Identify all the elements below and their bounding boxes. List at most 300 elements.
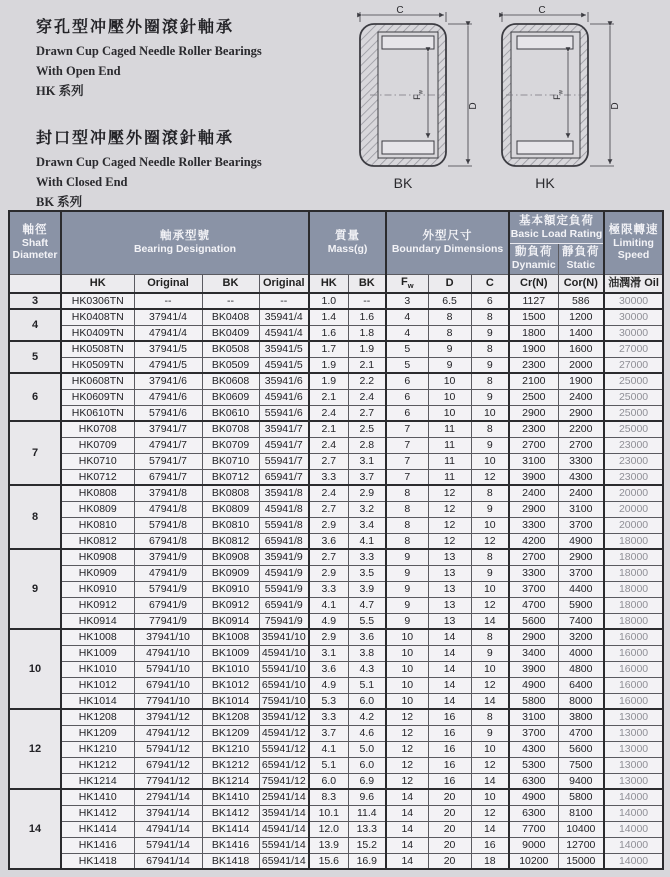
cell-c: 12 (471, 805, 509, 821)
cell-hk-original: 77941/12 (134, 773, 202, 789)
cell-d: 16 (428, 773, 471, 789)
cell-cor: 9400 (558, 773, 604, 789)
cell-cr: 3300 (509, 517, 558, 533)
cell-cr: 5800 (509, 693, 558, 709)
cell-d: 9 (428, 357, 471, 373)
cell-bk-designation: BK1009 (202, 645, 259, 661)
cell-fw: 6 (386, 373, 428, 389)
cell-fw: 8 (386, 517, 428, 533)
cell-c: 9 (471, 437, 509, 453)
cell-bk-original: 35941/14 (259, 805, 309, 821)
closed-end-title-en2: With Closed End (36, 175, 128, 189)
table-row (9, 821, 663, 837)
cell-fw: 6 (386, 405, 428, 421)
table-row (9, 533, 663, 549)
cell-oil-speed: 13000 (604, 741, 663, 757)
cell-d: 8 (428, 309, 471, 325)
cell-fw: 8 (386, 501, 428, 517)
cell-mass-bk: 5.1 (348, 677, 386, 693)
cell-oil-speed: 16000 (604, 661, 663, 677)
cell-cr: 5300 (509, 757, 558, 773)
cell-bk-original: 65941/7 (259, 469, 309, 485)
cell-cr: 4900 (509, 789, 558, 805)
shaft-diameter-cell: 10 (9, 629, 61, 709)
closed-end-series: BK 系列 (36, 195, 83, 209)
cell-c: 6 (471, 293, 509, 309)
cell-cr: 3700 (509, 725, 558, 741)
cell-hk-designation: HK0708 (61, 421, 134, 437)
hk-bearing-diagram (494, 6, 628, 198)
title-section (36, 14, 262, 236)
bearing-spec-table (8, 210, 664, 870)
cell-cor: 3100 (558, 501, 604, 517)
cell-mass-bk: 15.2 (348, 837, 386, 853)
cell-bk-designation: BK0509 (202, 357, 259, 373)
cell-fw: 3 (386, 293, 428, 309)
subheader-c: C (471, 274, 509, 293)
cell-cr: 4700 (509, 597, 558, 613)
cell-mass-hk: 15.6 (309, 853, 348, 869)
bk-roller-bottom (382, 141, 434, 154)
cell-hk-designation: HK0912 (61, 597, 134, 613)
cell-hk-original: 47941/14 (134, 821, 202, 837)
table-row (9, 341, 663, 357)
cell-bk-original: 55941/14 (259, 837, 309, 853)
cell-hk-original: 67941/9 (134, 597, 202, 613)
cell-c: 10 (471, 789, 509, 805)
table-row (9, 709, 663, 725)
cell-cor: 5600 (558, 741, 604, 757)
cell-mass-hk: 1.4 (309, 309, 348, 325)
cell-oil-speed: 16000 (604, 677, 663, 693)
cell-mass-bk: 2.5 (348, 421, 386, 437)
closed-end-title-zh: 封口型冲壓外圈滾針軸承 (36, 130, 235, 147)
cell-bk-original: 45941/14 (259, 821, 309, 837)
cell-oil-speed: 20000 (604, 517, 663, 533)
table-row (9, 597, 663, 613)
cell-mass-hk: 2.7 (309, 453, 348, 469)
cell-mass-hk: 2.4 (309, 405, 348, 421)
cell-fw: 5 (386, 341, 428, 357)
cell-cor: 3700 (558, 517, 604, 533)
cell-hk-designation: HK0608TN (61, 373, 134, 389)
table-row (9, 309, 663, 325)
cell-bk-designation: BK0409 (202, 325, 259, 341)
cell-cr: 3900 (509, 661, 558, 677)
cell-hk-designation: HK0712 (61, 469, 134, 485)
table-row (9, 565, 663, 581)
cell-c: 8 (471, 485, 509, 501)
cell-fw: 12 (386, 757, 428, 773)
open-end-title-zh: 穿孔型冲壓外圈滾針軸承 (36, 19, 235, 36)
cell-fw: 7 (386, 421, 428, 437)
cell-oil-speed: 18000 (604, 613, 663, 629)
cell-cor: 3700 (558, 565, 604, 581)
cell-cor: 3300 (558, 453, 604, 469)
cell-fw: 12 (386, 709, 428, 725)
cell-bk-original: 35941/4 (259, 309, 309, 325)
cell-mass-hk: 3.6 (309, 533, 348, 549)
cell-hk-original: 57941/6 (134, 405, 202, 421)
cell-cor: 1600 (558, 341, 604, 357)
cell-mass-hk: 1.9 (309, 373, 348, 389)
cell-cor: 3200 (558, 629, 604, 645)
cell-hk-designation: HK0812 (61, 533, 134, 549)
shaft-diameter-cell: 14 (9, 789, 61, 869)
shaft-diameter-cell: 4 (9, 309, 61, 341)
cell-bk-original: 35941/6 (259, 373, 309, 389)
table-row (9, 469, 663, 485)
subheader-bk-original: Original (259, 274, 309, 293)
cell-hk-original: 47941/12 (134, 725, 202, 741)
shaft-diameter-cell: 9 (9, 549, 61, 629)
hk-diagram-label: HK (535, 175, 555, 191)
cell-mass-hk: 5.3 (309, 693, 348, 709)
subheader-cr: Cr(N) (509, 274, 558, 293)
cell-mass-hk: 2.1 (309, 389, 348, 405)
cell-mass-hk: 2.7 (309, 501, 348, 517)
cell-c: 8 (471, 629, 509, 645)
cell-c: 14 (471, 773, 509, 789)
cell-hk-original: 57941/10 (134, 661, 202, 677)
cell-oil-speed: 30000 (604, 309, 663, 325)
cell-fw: 9 (386, 613, 428, 629)
cell-mass-hk: 2.1 (309, 421, 348, 437)
table-row (9, 757, 663, 773)
cell-d: 11 (428, 437, 471, 453)
cell-bk-original: 35941/5 (259, 341, 309, 357)
cell-cor: 4900 (558, 533, 604, 549)
cell-cor: 4400 (558, 581, 604, 597)
cell-fw: 14 (386, 837, 428, 853)
cell-d: 14 (428, 693, 471, 709)
table-row (9, 501, 663, 517)
cell-cr: 4900 (509, 677, 558, 693)
cell-bk-designation: BK0914 (202, 613, 259, 629)
cell-bk-original: 55941/9 (259, 581, 309, 597)
cell-c: 14 (471, 693, 509, 709)
hk-dim-d-label: D (610, 102, 621, 110)
cell-mass-bk: 2.2 (348, 373, 386, 389)
cell-cr: 3700 (509, 581, 558, 597)
cell-oil-speed: 30000 (604, 293, 663, 309)
cell-hk-original: 57941/9 (134, 581, 202, 597)
cell-oil-speed: 16000 (604, 629, 663, 645)
table-row (9, 693, 663, 709)
cell-c: 8 (471, 421, 509, 437)
cell-cr: 2300 (509, 421, 558, 437)
cell-cor: 4000 (558, 645, 604, 661)
cell-bk-original: 65941/14 (259, 853, 309, 869)
cell-oil-speed: 30000 (604, 325, 663, 341)
table-row (9, 645, 663, 661)
cell-bk-original: 55941/7 (259, 453, 309, 469)
cell-hk-original: 47941/6 (134, 389, 202, 405)
cell-hk-designation: HK0709 (61, 437, 134, 453)
cell-d: 12 (428, 533, 471, 549)
shaft-diameter-cell: 3 (9, 293, 61, 309)
cell-hk-original: 57941/7 (134, 453, 202, 469)
cell-d: 12 (428, 501, 471, 517)
cell-bk-original: 35941/8 (259, 485, 309, 501)
cell-mass-bk: 3.1 (348, 453, 386, 469)
cell-fw: 9 (386, 581, 428, 597)
cell-oil-speed: 18000 (604, 549, 663, 565)
cell-cr: 2900 (509, 501, 558, 517)
cell-bk-designation: BK1012 (202, 677, 259, 693)
cell-d: 13 (428, 549, 471, 565)
cell-hk-designation: HK1014 (61, 693, 134, 709)
cell-c: 9 (471, 565, 509, 581)
cell-oil-speed: 14000 (604, 789, 663, 805)
cell-cr: 3300 (509, 565, 558, 581)
cell-bk-designation: BK0908 (202, 549, 259, 565)
table-row (9, 437, 663, 453)
cell-bk-original: 65941/9 (259, 597, 309, 613)
cell-d: 20 (428, 837, 471, 853)
cell-hk-original: 47941/10 (134, 645, 202, 661)
cell-mass-hk: 2.4 (309, 437, 348, 453)
cell-mass-bk: 3.3 (348, 549, 386, 565)
cell-c: 9 (471, 725, 509, 741)
table-row (9, 805, 663, 821)
cell-hk-original: 67941/12 (134, 757, 202, 773)
cell-fw: 10 (386, 661, 428, 677)
cell-hk-designation: HK0306TN (61, 293, 134, 309)
cell-oil-speed: 20000 (604, 501, 663, 517)
cell-d: 20 (428, 789, 471, 805)
cell-bk-original: 45941/6 (259, 389, 309, 405)
cell-fw: 14 (386, 853, 428, 869)
cell-oil-speed: 16000 (604, 645, 663, 661)
cell-hk-original: 47941/8 (134, 501, 202, 517)
cell-mass-bk: 1.6 (348, 309, 386, 325)
subheader-mass-bk: BK (348, 274, 386, 293)
cell-hk-designation: HK0509TN (61, 357, 134, 373)
open-end-series: HK 系列 (36, 84, 84, 98)
open-end-title-en1: Drawn Cup Caged Needle Roller Bearings (36, 44, 262, 58)
cell-hk-original: 27941/14 (134, 789, 202, 805)
cell-d: 16 (428, 709, 471, 725)
cell-hk-designation: HK1410 (61, 789, 134, 805)
table-row (9, 293, 663, 309)
cell-cr: 7700 (509, 821, 558, 837)
bk-dim-c-label: C (396, 6, 404, 16)
cell-hk-original: 47941/7 (134, 437, 202, 453)
cell-hk-designation: HK1414 (61, 821, 134, 837)
table-row (9, 741, 663, 757)
table-row (9, 517, 663, 533)
cell-bk-designation: BK1418 (202, 853, 259, 869)
cell-d: 11 (428, 469, 471, 485)
cell-mass-hk: 3.3 (309, 709, 348, 725)
cell-bk-original: 45941/4 (259, 325, 309, 341)
cell-bk-original: 75941/9 (259, 613, 309, 629)
cell-d: 13 (428, 565, 471, 581)
cell-cor: 5800 (558, 789, 604, 805)
cell-oil-speed: 23000 (604, 469, 663, 485)
cell-bk-original: 55941/6 (259, 405, 309, 421)
cell-c: 10 (471, 517, 509, 533)
table-row (9, 357, 663, 373)
cell-bk-designation: BK1414 (202, 821, 259, 837)
cell-d: 10 (428, 405, 471, 421)
cell-hk-designation: HK1412 (61, 805, 134, 821)
subheader-fw: $F_w$ (386, 274, 428, 293)
cell-mass-bk: 3.4 (348, 517, 386, 533)
cell-fw: 14 (386, 805, 428, 821)
cell-hk-original: 37941/9 (134, 549, 202, 565)
cell-mass-bk: 3.8 (348, 645, 386, 661)
header-bearing-designation: 軸承型號 Bearing Designation (61, 211, 309, 274)
cell-bk-original: 35941/10 (259, 629, 309, 645)
cell-bk-original: 25941/14 (259, 789, 309, 805)
cell-oil-speed: 23000 (604, 453, 663, 469)
cell-cr: 6300 (509, 805, 558, 821)
cell-mass-bk: 3.7 (348, 469, 386, 485)
bk-diagram-label: BK (393, 175, 413, 191)
cell-mass-hk: 3.6 (309, 661, 348, 677)
cell-bk-designation: BK1014 (202, 693, 259, 709)
cell-mass-hk: 1.0 (309, 293, 348, 309)
cell-d: 16 (428, 741, 471, 757)
cell-bk-designation: BK0608 (202, 373, 259, 389)
cell-hk-original: 67941/14 (134, 853, 202, 869)
cell-bk-original: 35941/12 (259, 709, 309, 725)
cell-cor: 586 (558, 293, 604, 309)
subheader-empty (9, 274, 61, 293)
cell-mass-bk: 3.6 (348, 629, 386, 645)
cell-bk-designation: BK1212 (202, 757, 259, 773)
cell-cor: 12700 (558, 837, 604, 853)
cell-oil-speed: 27000 (604, 357, 663, 373)
cell-d: 9 (428, 341, 471, 357)
cell-oil-speed: 14000 (604, 853, 663, 869)
cell-hk-original: 57941/14 (134, 837, 202, 853)
cell-cor: 6400 (558, 677, 604, 693)
cell-c: 8 (471, 309, 509, 325)
cell-mass-bk: 16.9 (348, 853, 386, 869)
cell-cor: 8100 (558, 805, 604, 821)
cell-cor: 1900 (558, 373, 604, 389)
cell-hk-original: 47941/4 (134, 325, 202, 341)
table-row (9, 453, 663, 469)
cell-fw: 7 (386, 437, 428, 453)
cell-cr: 3900 (509, 469, 558, 485)
cell-mass-bk: 2.4 (348, 389, 386, 405)
cell-bk-designation: -- (202, 293, 259, 309)
cell-hk-original: 37941/6 (134, 373, 202, 389)
hk-dim-c-label: C (538, 6, 546, 16)
cell-mass-bk: 4.6 (348, 725, 386, 741)
cell-bk-original: 45941/5 (259, 357, 309, 373)
cell-c: 12 (471, 677, 509, 693)
cell-hk-original: -- (134, 293, 202, 309)
cell-d: 14 (428, 661, 471, 677)
header-limiting-speed: 極限轉速 Limiting Speed (604, 211, 663, 274)
cell-bk-original: -- (259, 293, 309, 309)
cell-d: 16 (428, 725, 471, 741)
cell-hk-original: 37941/4 (134, 309, 202, 325)
cell-c: 18 (471, 853, 509, 869)
cell-cor: 2900 (558, 549, 604, 565)
cell-bk-original: 65941/8 (259, 533, 309, 549)
cell-mass-hk: 4.9 (309, 677, 348, 693)
cell-c: 8 (471, 549, 509, 565)
table-row (9, 629, 663, 645)
cell-c: 9 (471, 357, 509, 373)
cell-hk-designation: HK1012 (61, 677, 134, 693)
cell-fw: 10 (386, 645, 428, 661)
cell-oil-speed: 13000 (604, 757, 663, 773)
cell-hk-designation: HK0710 (61, 453, 134, 469)
cell-d: 11 (428, 453, 471, 469)
cell-d: 16 (428, 757, 471, 773)
cell-hk-designation: HK1208 (61, 709, 134, 725)
cell-d: 10 (428, 373, 471, 389)
cell-mass-bk: 5.0 (348, 741, 386, 757)
cell-hk-original: 37941/14 (134, 805, 202, 821)
cell-cor: 4800 (558, 661, 604, 677)
bk-roller-top (382, 36, 434, 49)
cell-hk-designation: HK0408TN (61, 309, 134, 325)
cell-bk-designation: BK0710 (202, 453, 259, 469)
subheader-row (9, 274, 663, 293)
open-end-title-en2: With Open End (36, 64, 121, 78)
cell-bk-designation: BK0910 (202, 581, 259, 597)
cell-d: 13 (428, 613, 471, 629)
cell-oil-speed: 13000 (604, 773, 663, 789)
cell-fw: 12 (386, 773, 428, 789)
cell-mass-bk: 6.9 (348, 773, 386, 789)
cell-mass-hk: 2.9 (309, 629, 348, 645)
cell-bk-designation: BK1008 (202, 629, 259, 645)
cell-hk-original: 77941/9 (134, 613, 202, 629)
cell-bk-original: 45941/8 (259, 501, 309, 517)
table-row (9, 581, 663, 597)
table-row (9, 661, 663, 677)
cell-mass-bk: 6.0 (348, 693, 386, 709)
cell-mass-hk: 2.7 (309, 549, 348, 565)
cell-mass-hk: 12.0 (309, 821, 348, 837)
cell-mass-hk: 6.0 (309, 773, 348, 789)
cell-mass-bk: 2.9 (348, 485, 386, 501)
cell-cor: 2200 (558, 421, 604, 437)
cell-oil-speed: 14000 (604, 837, 663, 853)
bk-bearing-diagram (352, 6, 486, 198)
cell-d: 20 (428, 805, 471, 821)
subheader-cor: Cor(N) (558, 274, 604, 293)
shaft-diameter-cell: 7 (9, 421, 61, 485)
cell-mass-hk: 2.4 (309, 485, 348, 501)
cell-mass-hk: 3.1 (309, 645, 348, 661)
table-row (9, 325, 663, 341)
cell-hk-designation: HK0910 (61, 581, 134, 597)
cell-mass-hk: 2.9 (309, 517, 348, 533)
cell-fw: 7 (386, 453, 428, 469)
cell-d: 20 (428, 821, 471, 837)
cell-cr: 3400 (509, 645, 558, 661)
cell-hk-original: 67941/8 (134, 533, 202, 549)
cell-cor: 2700 (558, 437, 604, 453)
cell-bk-designation: BK0912 (202, 597, 259, 613)
cell-bk-designation: BK0808 (202, 485, 259, 501)
cell-cr: 2500 (509, 389, 558, 405)
cell-fw: 4 (386, 309, 428, 325)
cell-bk-designation: BK1412 (202, 805, 259, 821)
cell-cr: 1500 (509, 309, 558, 325)
cell-mass-bk: 2.1 (348, 357, 386, 373)
